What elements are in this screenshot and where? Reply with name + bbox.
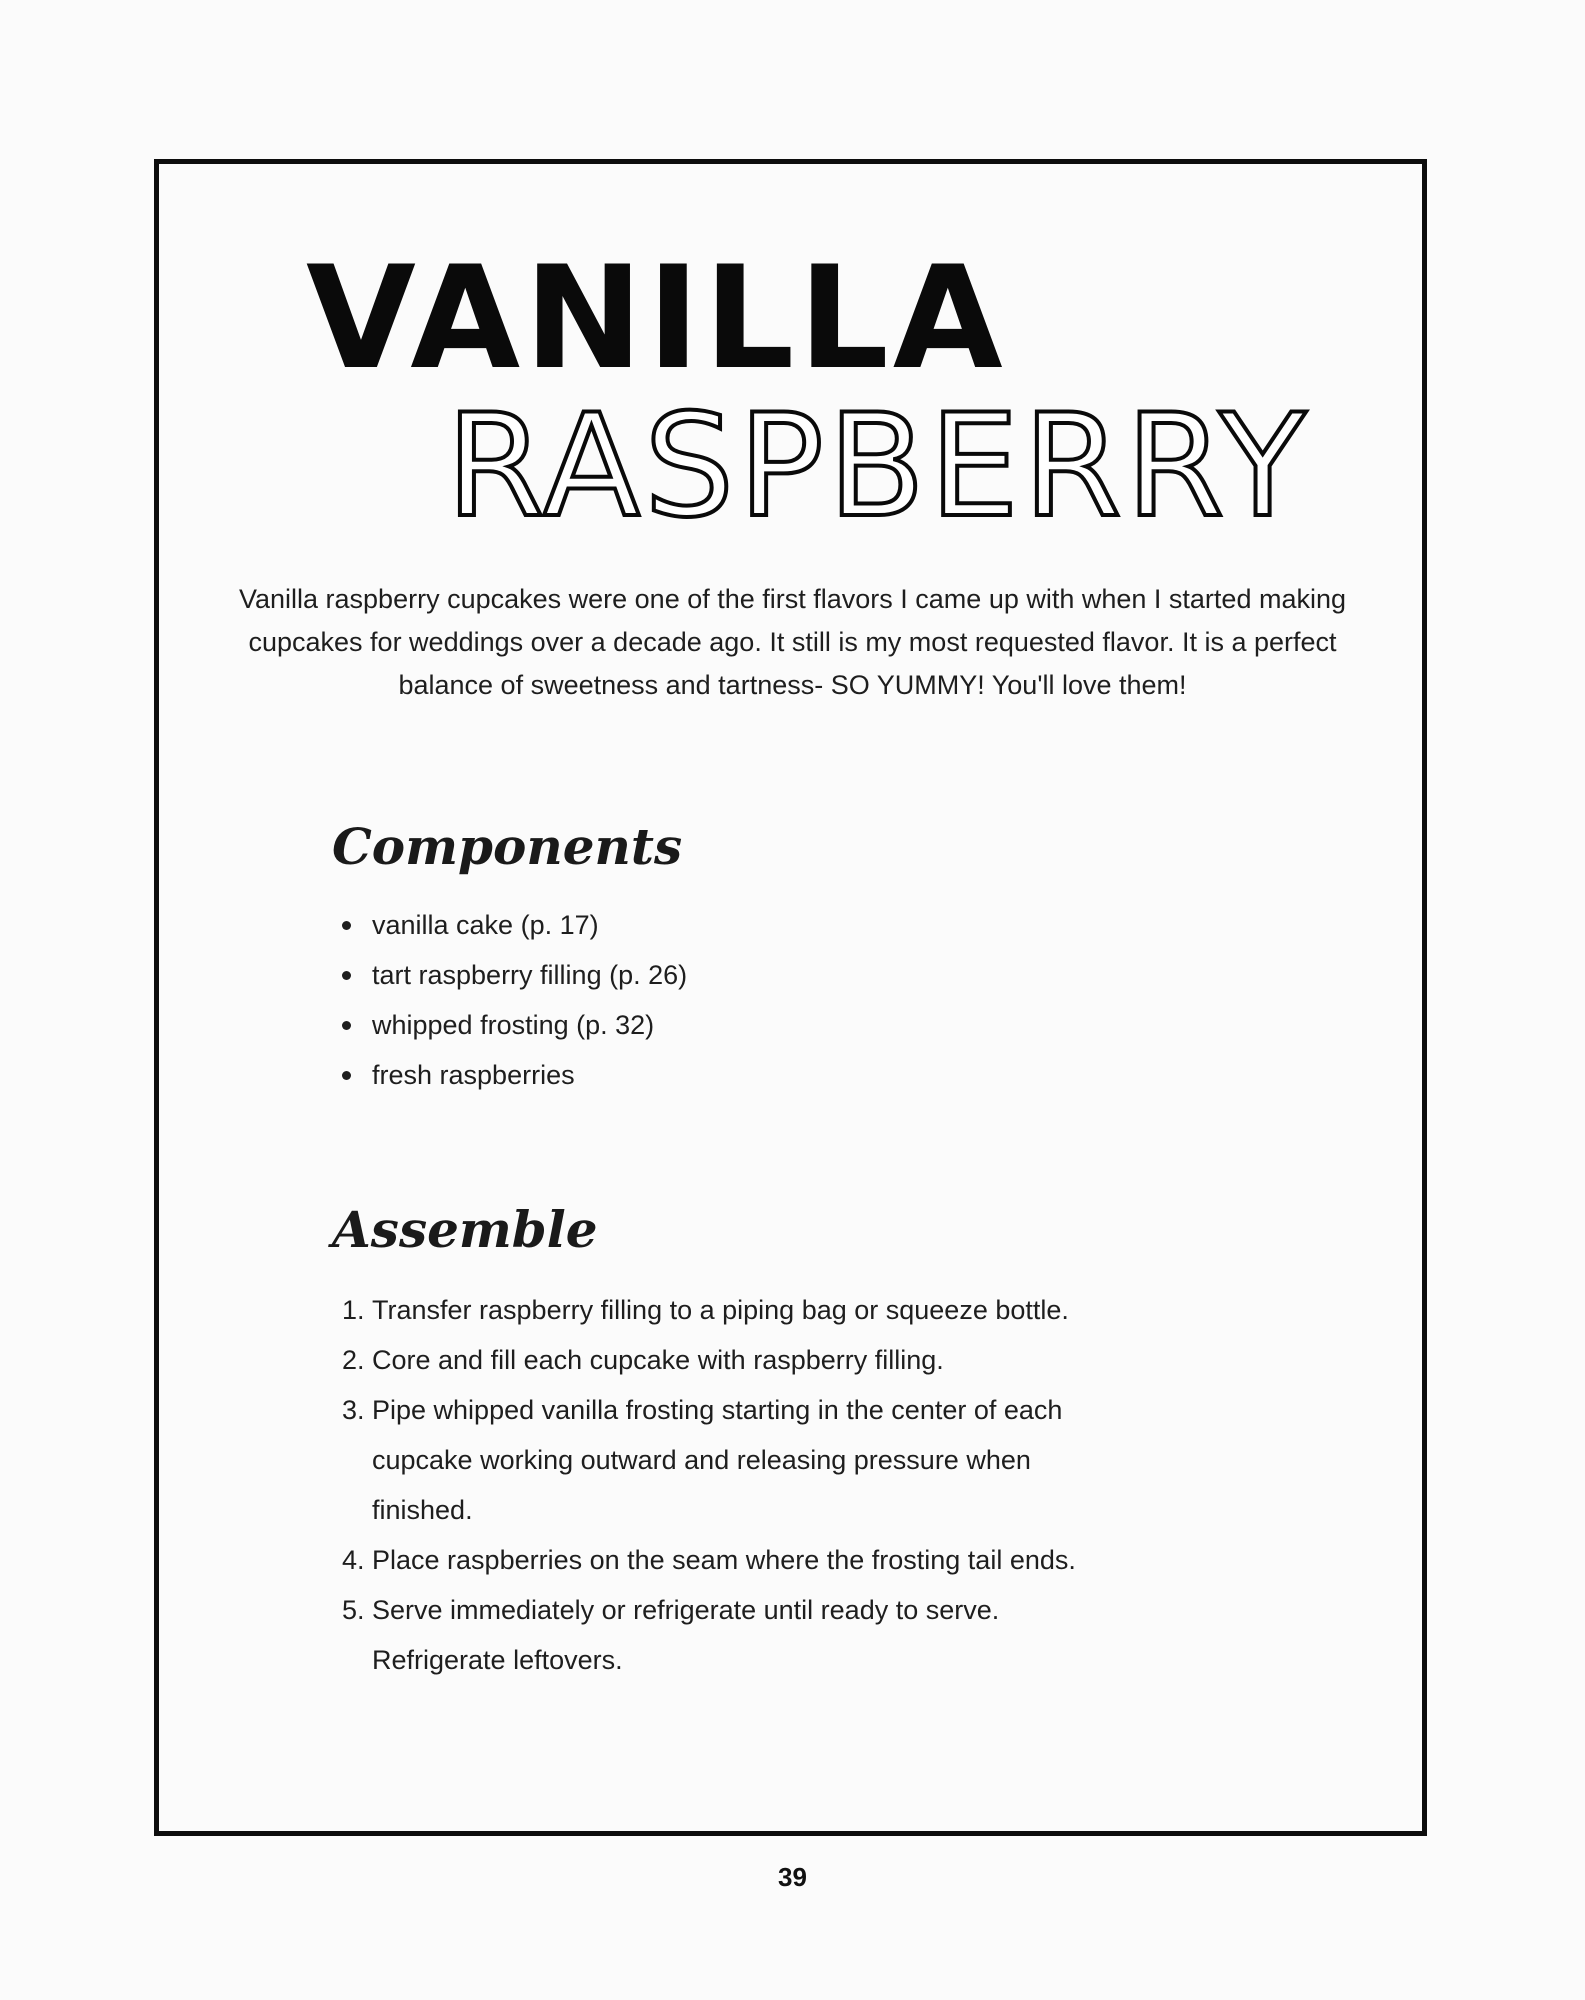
step-number: 3. (342, 1395, 365, 1425)
assemble-heading: Assemble (332, 1200, 598, 1259)
list-item (332, 900, 687, 950)
title-line-1: VANILLA (306, 236, 1007, 401)
bullet-icon (342, 921, 351, 930)
bullet-icon (342, 971, 351, 980)
step-text: Place raspberries on the seam where the frosting tail ends. (372, 1545, 1076, 1575)
component-text: tart raspberry filling (p. 26) (372, 960, 688, 990)
step-text: Pipe whipped vanilla frosting starting in the center of each cupcake working outward and releasing pressure when finished. (372, 1395, 1063, 1525)
components-heading: Components (332, 817, 683, 876)
step-number: 5. (342, 1595, 365, 1625)
component-text: fresh raspberries (372, 1060, 575, 1090)
step-item (332, 1585, 1132, 1685)
step-item (332, 1385, 1132, 1535)
step-number: 1. (342, 1295, 365, 1325)
step-number: 4. (342, 1545, 365, 1575)
step-item (332, 1285, 1132, 1335)
step-text: Serve immediately or refrigerate until ready to serve. Refrigerate leftovers. (372, 1595, 1000, 1675)
title-line-2: RASPBERRY (446, 384, 1310, 549)
list-item (332, 1000, 687, 1050)
components-list (332, 900, 687, 1100)
step-item (332, 1335, 1132, 1385)
assemble-steps (332, 1285, 1132, 1685)
list-item (332, 950, 687, 1000)
page-number: 39 (778, 1862, 807, 1892)
step-item (332, 1535, 1132, 1585)
component-text: vanilla cake (p. 17) (372, 910, 599, 940)
intro-paragraph: Vanilla raspberry cupcakes were one of the first flavors I came up with when I started making cupcakes for weddings over a decade ago. It still is my most requested flavor. It is a perfect balance of sweetness and tartness- SO YUMMY! You'll love them! (238, 584, 1346, 700)
bullet-icon (342, 1071, 351, 1080)
step-text: Transfer raspberry filling to a piping bag or squeeze bottle. (372, 1295, 1069, 1325)
bullet-icon (342, 1021, 351, 1030)
component-text: whipped frosting (p. 32) (372, 1010, 655, 1040)
step-text: Core and fill each cupcake with raspberry filling. (372, 1345, 944, 1375)
list-item (332, 1050, 687, 1100)
step-number: 2. (342, 1345, 365, 1375)
